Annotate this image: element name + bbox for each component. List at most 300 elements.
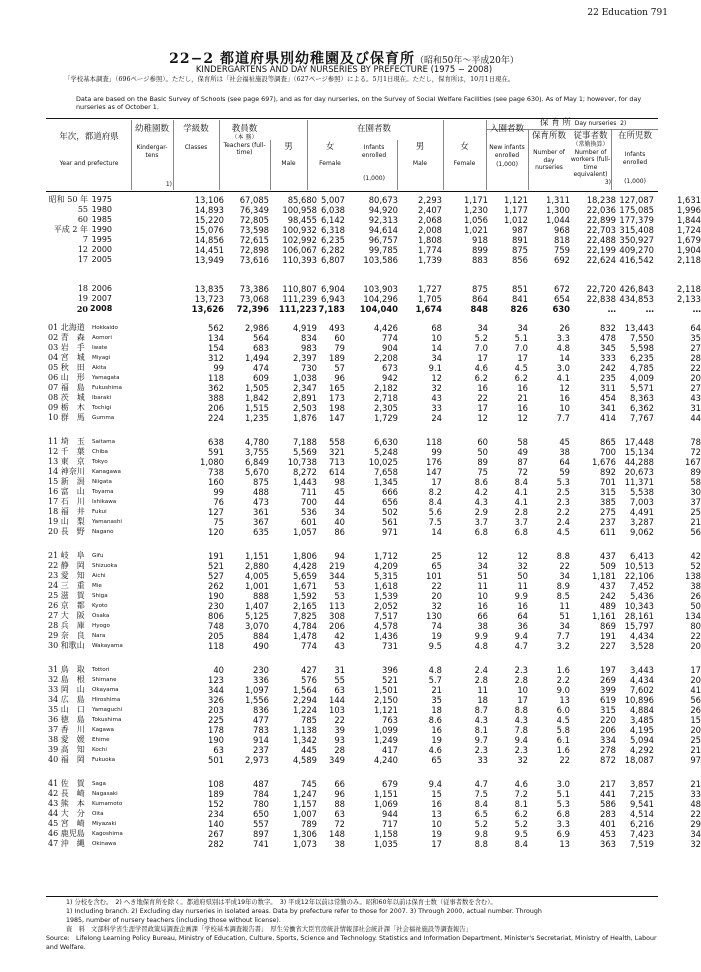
table-cell: 190 (208, 735, 224, 745)
prefecture-name-en: Niigata (92, 479, 112, 485)
table-cell: 361 (253, 507, 269, 517)
table-cell: 21 (690, 517, 701, 527)
table-cell: 1.6 (556, 665, 570, 675)
table-cell: 474 (253, 363, 269, 373)
table-cell: 1,904 (677, 245, 701, 255)
table-cell: 8.5 (556, 591, 570, 601)
table-cell: 27 (690, 383, 701, 393)
table-cell: … (607, 304, 616, 314)
prefecture-name-jp: 07 福 島 (48, 383, 85, 392)
table-cell: 7.7 (556, 413, 570, 423)
table-cell: 666 (382, 487, 398, 497)
prefecture-name-en: Hyogo (92, 623, 110, 629)
table-cell: 883 (472, 255, 488, 265)
table-cell: 85,680 (287, 195, 317, 205)
table-cell: 8,272 (293, 467, 317, 477)
table-cell: 576 (301, 675, 317, 685)
table-row (46, 383, 701, 393)
table-cell: 2,305 (374, 403, 398, 413)
prefecture-name-jp: 39 高 知 (48, 745, 85, 754)
table-cell: 875 (253, 477, 269, 487)
table-cell: 31 (690, 403, 701, 413)
table-cell: 1,181 (592, 571, 616, 581)
prefecture-name-jp: 18 福 井 (48, 507, 85, 516)
prefecture-name-en: Miyazaki (92, 821, 117, 827)
table-cell: 14,451 (194, 245, 224, 255)
table-cell: 94,920 (368, 205, 398, 215)
table-cell: 650 (253, 809, 269, 819)
table-cell: 20 (690, 675, 701, 685)
table-cell: 65 (431, 755, 442, 765)
table-cell: 3,287 (630, 517, 654, 527)
table-cell: 2,052 (374, 601, 398, 611)
table-cell: 147 (329, 413, 345, 423)
year-en: 1995 (91, 235, 112, 244)
table-cell: 1,099 (374, 725, 398, 735)
table-cell: 17 (690, 665, 701, 675)
table-cell: 308 (329, 611, 345, 621)
table-cell: 6.2 (474, 373, 488, 383)
table-cell: 3.7 (474, 517, 488, 527)
prefecture-name-en: Okayama (92, 687, 119, 693)
table-row (46, 403, 701, 413)
table-cell: 15 (431, 789, 442, 799)
year-en: 1990 (91, 225, 112, 234)
table-cell: 63 (334, 685, 345, 695)
table-cell: 399 (600, 685, 616, 695)
prefecture-name-jp: 33 岡 山 (48, 685, 85, 694)
table-cell: 217 (600, 779, 616, 789)
table-cell: 7.5 (474, 789, 488, 799)
table-cell: 745 (301, 779, 317, 789)
title-en: KINDERGARTENS AND DAY NURSERIES BY PREFECTURE (1975 − 2008) (195, 64, 493, 74)
table-cell: 118 (426, 437, 442, 447)
year-en: 2005 (91, 255, 112, 264)
table-cell: 401 (600, 819, 616, 829)
table-cell: 2.8 (474, 675, 488, 685)
table-row (46, 665, 701, 675)
table-cell: 1,158 (374, 829, 398, 839)
table-cell: 334 (600, 735, 616, 745)
table-cell: 1,121 (374, 705, 398, 715)
table-cell: 191 (208, 551, 224, 561)
prefecture-name-jp: 14 神奈川 (48, 467, 85, 476)
table-cell: 1,311 (546, 195, 570, 205)
table-cell: 3,528 (630, 641, 654, 651)
table-cell: 160 (208, 477, 224, 487)
table-cell: 9.5 (428, 641, 442, 651)
table-cell: 225 (208, 715, 224, 725)
table-cell: 88 (334, 799, 345, 809)
table-cell: 118 (208, 373, 224, 383)
table-cell: 14 (559, 353, 570, 363)
year-jp: 昭和 50 年 (48, 195, 88, 204)
table-cell: 44 (690, 413, 701, 423)
table-cell: 1,121 (504, 195, 528, 205)
table-cell: 5.8 (556, 725, 570, 735)
prefecture-name-jp: 38 愛 媛 (48, 735, 85, 744)
table-cell: 2,294 (293, 695, 317, 705)
table-cell: 2,208 (374, 353, 398, 363)
table-cell: 1,729 (374, 413, 398, 423)
table-cell: 5,248 (374, 447, 398, 457)
header-nursery-number: 保育所数 Number of day nurseries (531, 131, 566, 171)
prefecture-name-en: Aichi (92, 573, 106, 579)
table-cell: … (645, 304, 654, 314)
prefecture-name-en: Yamagata (92, 375, 120, 381)
table-cell: 58 (517, 437, 528, 447)
table-cell: 98 (334, 477, 345, 487)
table-row (46, 799, 701, 809)
table-cell: 39 (334, 725, 345, 735)
table-cell: 10 (517, 685, 528, 695)
table-cell: 21 (690, 745, 701, 755)
table-cell: 478 (600, 333, 616, 343)
prefecture-name-jp: 41 佐 賀 (48, 779, 85, 788)
table-cell: 67,085 (239, 195, 269, 205)
table-cell: 3.0 (556, 779, 570, 789)
table-cell: 673 (382, 363, 398, 373)
prefecture-name-jp: 09 栃 木 (48, 403, 85, 412)
table-cell: 385 (600, 497, 616, 507)
table-cell: 3,755 (245, 447, 269, 457)
table-cell: 6,038 (321, 205, 345, 215)
table-row (46, 527, 701, 537)
table-cell: 191 (600, 631, 616, 641)
table-cell: 230 (253, 665, 269, 675)
table-cell: 4,578 (374, 621, 398, 631)
table-cell: 4,514 (630, 809, 654, 819)
table-cell: 127 (208, 507, 224, 517)
page-header: 22 Education 791 (587, 8, 668, 18)
table-cell: 189 (329, 353, 345, 363)
table-cell: 8.4 (514, 477, 528, 487)
table-cell: 1,306 (293, 829, 317, 839)
table-cell: 1,436 (374, 631, 398, 641)
table-cell: 18 (477, 695, 488, 705)
table-cell: 25 (431, 551, 442, 561)
table-cell: 12 (517, 551, 528, 561)
table-cell: 22,720 (586, 284, 616, 294)
table-row (46, 641, 701, 651)
table-cell: 123 (208, 675, 224, 685)
table-cell: 487 (253, 779, 269, 789)
table-cell: 20 (690, 725, 701, 735)
table-cell: 818 (554, 235, 570, 245)
table-cell: 35 (690, 333, 701, 343)
table-cell: 7,423 (630, 829, 654, 839)
table-cell: 144 (329, 695, 345, 705)
table-cell: 6,282 (321, 245, 345, 255)
table-cell: 24 (431, 413, 442, 423)
table-cell: 19 (431, 631, 442, 641)
table-cell: 148 (329, 829, 345, 839)
table-cell: 38 (477, 621, 488, 631)
table-cell: 66 (334, 779, 345, 789)
table-cell: 8.8 (514, 705, 528, 715)
table-cell: 561 (382, 517, 398, 527)
prefecture-name-en: Okinawa (92, 841, 117, 847)
table-cell: 108 (208, 779, 224, 789)
table-cell: 2,891 (293, 393, 317, 403)
table-cell: 473 (253, 497, 269, 507)
table-cell: 50 (690, 601, 701, 611)
table-row (46, 601, 701, 611)
table-cell: 1,564 (293, 685, 317, 695)
table-cell: 7.5 (428, 517, 442, 527)
table-cell: 13,949 (194, 255, 224, 265)
table-cell: 5.1 (514, 333, 528, 343)
table-cell: 34 (517, 323, 528, 333)
header-nursery-infants: 在所児数 Infants enrolled (1,000) (617, 131, 652, 185)
table-cell: 1,842 (245, 393, 269, 403)
table-cell: 5.3 (556, 799, 570, 809)
table-cell: 7.8 (514, 725, 528, 735)
table-cell: 654 (554, 294, 570, 304)
table-cell: 7,550 (630, 333, 654, 343)
table-cell: 38 (690, 581, 701, 591)
table-cell: 6,943 (321, 294, 345, 304)
table-cell: 22 (690, 363, 701, 373)
table-cell: 27 (690, 343, 701, 353)
table-cell: 1,056 (464, 215, 488, 225)
table-cell: 102,992 (282, 235, 317, 245)
table-cell: 477 (253, 715, 269, 725)
table-cell: 3,485 (630, 715, 654, 725)
year-en: 2008 (90, 304, 113, 313)
table-cell: 2,293 (418, 195, 442, 205)
table-cell: 630 (552, 304, 570, 314)
table-cell: 127,087 (619, 195, 654, 205)
table-cell: 25 (690, 735, 701, 745)
table-cell: 15,797 (624, 621, 654, 631)
prefecture-name-en: Kumamoto (92, 801, 123, 807)
header-enrolled-male: 男 Male (412, 142, 428, 167)
table-cell: 17 (431, 477, 442, 487)
prefecture-name-jp: 17 石 川 (48, 497, 85, 506)
table-cell: 6.8 (474, 527, 488, 537)
table-cell: 37 (690, 497, 701, 507)
table-row (46, 467, 701, 477)
table-cell: 557 (253, 819, 269, 829)
header-enrolled: 在園者数 Infants enrolled (1,000) (356, 124, 391, 182)
year-en: 2007 (91, 294, 112, 303)
table-cell: 110,393 (282, 255, 317, 265)
table-cell: 614 (329, 467, 345, 477)
table-cell: 15,220 (194, 215, 224, 225)
table-cell: 173 (329, 393, 345, 403)
table-cell: 4,005 (245, 571, 269, 581)
table-cell: 4.6 (514, 779, 528, 789)
table-cell: 22,703 (586, 225, 616, 235)
prefecture-name-en: Nara (92, 633, 106, 639)
table-cell: 14,856 (194, 235, 224, 245)
table-cell: 55 (334, 675, 345, 685)
table-cell: 1,171 (464, 195, 488, 205)
table-cell: 63 (213, 745, 224, 755)
table-cell: 1.6 (556, 745, 570, 755)
table-cell: 321 (329, 447, 345, 457)
prefecture-name-jp: 45 宮 崎 (48, 819, 85, 828)
source-en: Source: Lifelong Learning Policy Bureau, Ministry of Education, Culture, Sports, Science and Technology. Statistics and Information Department, Minister's Secretariat, Ministry of Health, Labour and Welfare. (46, 935, 657, 951)
table-cell: 9.4 (428, 779, 442, 789)
table-cell: 4.6 (428, 745, 442, 755)
table-cell: 22 (477, 393, 488, 403)
table-cell: 1,631 (677, 195, 701, 205)
table-cell: 9.9 (514, 591, 528, 601)
table-cell: 16 (431, 799, 442, 809)
table-cell: 1,592 (293, 591, 317, 601)
table-cell: 11 (559, 601, 570, 611)
row-group (46, 665, 701, 765)
table-cell: 45 (559, 437, 570, 447)
table-cell: 13,723 (194, 294, 224, 304)
prefecture-name-jp: 25 滋 賀 (48, 591, 85, 600)
table-cell: 1,806 (293, 551, 317, 561)
table-cell: 230 (208, 601, 224, 611)
table-row (46, 725, 701, 735)
table-cell: 5.1 (556, 789, 570, 799)
table-cell: 717 (382, 819, 398, 829)
table-cell: 6.0 (556, 705, 570, 715)
table-row (46, 551, 701, 561)
table-cell: 315 (600, 487, 616, 497)
table-cell: 11 (517, 581, 528, 591)
table-cell: 1,676 (592, 457, 616, 467)
table-cell: 2.8 (514, 675, 528, 685)
prefecture-name-en: Chiba (92, 449, 108, 455)
table-cell: 73,386 (239, 284, 269, 294)
header-female: 女 Female (319, 142, 341, 167)
table-cell: 1,712 (374, 551, 398, 561)
table-cell: 692 (554, 255, 570, 265)
table-cell: 8.6 (428, 715, 442, 725)
table-row (46, 235, 701, 245)
table-cell: 197 (600, 665, 616, 675)
table-cell: 672 (554, 284, 570, 294)
table-cell: 897 (253, 829, 269, 839)
prefecture-name-jp: 13 東 京 (48, 457, 85, 466)
table-cell: 2.4 (556, 517, 570, 527)
table-cell: 32 (690, 839, 701, 849)
table-row (46, 294, 701, 304)
header-day-nurseries: 保 育 所 Day nurseries 2) (540, 118, 627, 128)
table-cell: 22 (690, 809, 701, 819)
table-cell: 80,673 (368, 195, 398, 205)
table-cell: 224 (208, 413, 224, 423)
table-cell: 32 (517, 755, 528, 765)
title-period: （昭和50年〜平成20年） (414, 56, 519, 66)
table-cell: 17 (477, 353, 488, 363)
table-cell: 4,195 (630, 725, 654, 735)
table-cell: 14,893 (194, 205, 224, 215)
table-cell: 32 (431, 601, 442, 611)
table-cell: 609 (253, 373, 269, 383)
table-cell: 16 (517, 601, 528, 611)
table-cell: 4.1 (514, 497, 528, 507)
table-cell: 2.9 (474, 507, 488, 517)
prefecture-name-en: Saga (92, 781, 106, 787)
table-cell: 899 (472, 245, 488, 255)
table-cell: 6,807 (321, 255, 345, 265)
prefecture-name-jp: 35 山 口 (48, 705, 85, 714)
table-cell: 741 (253, 839, 269, 849)
table-cell: 437 (600, 551, 616, 561)
table-cell: 16 (477, 383, 488, 393)
table-cell: 22,036 (586, 205, 616, 215)
table-cell: 4.7 (474, 779, 488, 789)
table-cell: 453 (600, 829, 616, 839)
table-cell: 66 (477, 611, 488, 621)
table-cell: 45 (334, 487, 345, 497)
table-cell: 1,342 (293, 735, 317, 745)
table-cell: 7,658 (374, 467, 398, 477)
table-row (46, 373, 701, 383)
table-cell: 22,199 (586, 245, 616, 255)
table-cell: 5,436 (630, 591, 654, 601)
table-cell: 9,062 (630, 527, 654, 537)
prefecture-name-jp: 02 青 森 (48, 333, 85, 342)
table-cell: 7.0 (474, 343, 488, 353)
table-cell: 5,569 (293, 447, 317, 457)
table-cell: 759 (554, 245, 570, 255)
table-cell: 1,808 (418, 235, 442, 245)
table-cell: 904 (382, 343, 398, 353)
table-cell: 315 (600, 705, 616, 715)
table-cell: 19 (431, 829, 442, 839)
table-cell: 345 (600, 343, 616, 353)
table-cell: 242 (600, 363, 616, 373)
table-cell: 72 (690, 447, 701, 457)
table-row (46, 487, 701, 497)
table-cell: 502 (382, 507, 398, 517)
table-cell: 22,106 (624, 571, 654, 581)
table-cell: 18,238 (586, 195, 616, 205)
prefecture-name-en: Kanagawa (92, 469, 121, 475)
table-cell: 9.9 (474, 631, 488, 641)
prefecture-name-jp: 20 長 野 (48, 527, 85, 536)
table-cell: 783 (253, 725, 269, 735)
table-cell: 6.8 (514, 527, 528, 537)
table-cell: 1,044 (546, 215, 570, 225)
table-row (46, 393, 701, 403)
table-cell: 2,165 (293, 601, 317, 611)
table-cell: 49 (517, 447, 528, 457)
table-cell: 5.2 (474, 819, 488, 829)
prefecture-name-en: Gumma (92, 415, 115, 421)
table-cell: 1,671 (293, 581, 317, 591)
table-cell: 427 (301, 665, 317, 675)
prefecture-name-en: Fukushima (92, 385, 122, 391)
table-cell: 311 (600, 383, 616, 393)
table-cell: 5,538 (630, 487, 654, 497)
prefecture-name-en: Oita (92, 811, 104, 817)
note-en: Data are based on the Basic Survey of Schools (see page 697), and as for day nurseries, on the Survey of Social Welfare Facilities (see page 630). As of May 1; however, for day nurseries as of October 1. (76, 95, 642, 111)
table-cell: 22,838 (586, 294, 616, 304)
table-cell: 1,774 (418, 245, 442, 255)
header-workers: 従事者数 （常勤換算） Number of workers (full-time equivalent) 3) (570, 131, 611, 186)
row-group (46, 779, 701, 849)
table-cell: 13,443 (624, 323, 654, 333)
table-cell: 527 (208, 571, 224, 581)
year-jp: 19 (77, 294, 88, 303)
table-cell: 34 (559, 571, 570, 581)
table-row (46, 195, 701, 205)
table-cell: 437 (600, 581, 616, 591)
table-cell: 242 (600, 591, 616, 601)
table-cell: 7,188 (293, 437, 317, 447)
table-cell: 865 (600, 437, 616, 447)
